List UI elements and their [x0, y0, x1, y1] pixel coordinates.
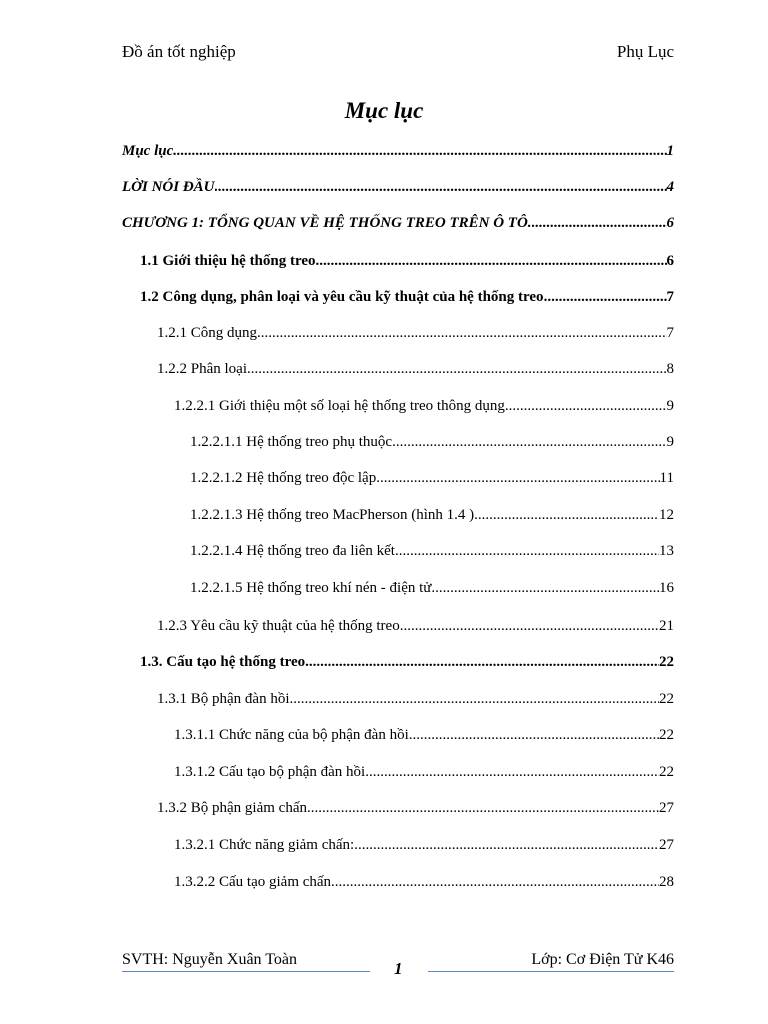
- page-title: Mục lục: [344, 98, 424, 123]
- toc-entry-page: 7: [666, 325, 674, 341]
- toc-leader-dots: [316, 250, 667, 272]
- toc-entry-page: 28: [659, 874, 674, 890]
- toc-entry-text: 1.3.1 Bộ phận đàn hồi.: [157, 691, 294, 707]
- toc-entry-text: 1.2.3 Yêu cầu kỹ thuật của hệ thống treo.: [157, 618, 404, 634]
- toc-entry[interactable]: [190, 467, 674, 489]
- toc-entry[interactable]: [174, 395, 674, 417]
- toc-entry-text: 1.3. Cấu tạo hệ thống treo: [140, 654, 306, 670]
- toc-entry[interactable]: [157, 797, 674, 819]
- header-right: Phụ Lục: [616, 42, 674, 61]
- toc-entry-text: 1.3.1.2 Cấu tạo bộ phận đàn hồi.: [174, 764, 369, 780]
- footer-rule-right: [428, 971, 674, 972]
- toc-entry[interactable]: [122, 212, 674, 234]
- toc-entry-text: 1.3.2.1 Chức năng giảm chấn:: [174, 837, 355, 853]
- toc-entry-page: 22: [659, 691, 674, 707]
- toc-leader-dots: [173, 140, 666, 162]
- toc-entry[interactable]: [122, 140, 674, 162]
- toc-entry-page: 22: [659, 727, 674, 743]
- toc-entry-page: 27: [659, 800, 674, 816]
- toc-entry[interactable]: [190, 431, 674, 453]
- toc-entry-text: 1.2.2.1.2 Hệ thống treo độc lập: [190, 470, 377, 486]
- toc-entry-page: 9: [666, 398, 674, 414]
- toc-leader-dots: [311, 797, 659, 819]
- toc-entry[interactable]: [140, 286, 674, 308]
- toc-entry-text: 1.1 Giới thiệu hệ thống treo: [140, 253, 316, 269]
- toc-entry[interactable]: [157, 358, 674, 380]
- toc-entry[interactable]: [140, 651, 674, 673]
- footer-page-number: 1: [394, 959, 403, 978]
- toc-entry-page: 13: [659, 543, 674, 559]
- toc-entry-page: 8: [666, 361, 674, 377]
- toc-leader-dots: [215, 176, 667, 198]
- toc-entry-text: Mục lục: [122, 143, 174, 159]
- footer-rule-left: [122, 971, 370, 972]
- header-left: Đồ án tốt nghiệp: [122, 42, 236, 61]
- toc-entry-text: 1.2.2 Phân loại: [157, 361, 247, 377]
- toc-entry-page: 4: [666, 179, 674, 195]
- toc-entry-page: 22: [659, 654, 674, 670]
- toc-leader-dots: [369, 761, 659, 783]
- toc-leader-dots: [395, 540, 659, 562]
- toc-entry-page: 22: [659, 764, 674, 780]
- toc-entry[interactable]: [190, 540, 674, 562]
- toc-leader-dots: [376, 467, 659, 489]
- toc-entry[interactable]: [157, 322, 674, 344]
- toc-entry-text: 1.2.2.1.3 Hệ thống treo MacPherson (hình 1.4 ).: [190, 507, 478, 523]
- toc-entry-text: 1.2.2.1 Giới thiệu một số loại hệ thống treo thông dụng.: [174, 398, 509, 414]
- toc-entry[interactable]: [157, 688, 674, 710]
- toc-entry-text: CHƯƠNG 1: TỔNG QUAN VỀ HỆ THỐNG TREO TRÊN Ô TÔ.: [122, 215, 532, 231]
- toc-entry-text: 1.2.1 Công dụng: [157, 325, 258, 341]
- toc-entry-page: 27: [659, 837, 674, 853]
- toc-entry-text: 1.3.2.2 Cấu tạo giảm chấn.: [174, 874, 335, 890]
- toc-entry-page: 12: [659, 507, 674, 523]
- toc-entry[interactable]: [174, 761, 674, 783]
- footer-class: Lớp: Cơ Điện Tử K46: [531, 951, 674, 968]
- toc-entry[interactable]: [140, 250, 674, 272]
- toc-entry-text: LỜI NÓI ĐẦU: [122, 179, 215, 195]
- toc-entry-page: 11: [659, 470, 674, 486]
- toc-entry-page: 7: [666, 289, 674, 305]
- toc-leader-dots: [403, 615, 659, 637]
- toc-leader-dots: [293, 688, 659, 710]
- toc-entry[interactable]: [174, 871, 674, 893]
- toc-entry-text: 1.2.2.1.4 Hệ thống treo đa liên kết: [190, 543, 395, 559]
- toc-entry-text: 1.3.1.1 Chức năng của bộ phận đàn hồi.: [174, 727, 413, 743]
- toc-leader-dots: [305, 651, 659, 673]
- toc-leader-dots: [392, 431, 666, 453]
- toc-entry[interactable]: [157, 615, 674, 637]
- toc-entry-page: 9: [666, 434, 674, 450]
- toc-leader-dots: [413, 724, 660, 746]
- toc-leader-dots: [247, 358, 667, 380]
- toc-leader-dots: [354, 834, 659, 856]
- toc-leader-dots: [257, 322, 666, 344]
- toc-entry-page: 1: [666, 143, 674, 159]
- toc-entry-page: 16: [659, 580, 674, 596]
- toc-leader-dots: [544, 286, 667, 308]
- toc-entry-text: 1.2.2.1.5 Hệ thống treo khí nén - điện tử: [190, 580, 432, 596]
- toc-entry[interactable]: [174, 834, 674, 856]
- toc-leader-dots: [532, 212, 667, 234]
- toc-entry-text: 1.2.2.1.1 Hệ thống treo phụ thuộc: [190, 434, 393, 450]
- toc-entry-page: 6: [666, 215, 674, 231]
- toc-entry-page: 6: [666, 253, 674, 269]
- toc-entry[interactable]: [174, 724, 674, 746]
- footer-student: SVTH: Nguyễn Xuân Toàn: [122, 951, 298, 968]
- toc-leader-dots: [478, 504, 659, 526]
- toc-leader-dots: [509, 395, 667, 417]
- toc-leader-dots: [431, 577, 659, 599]
- toc-leader-dots: [335, 871, 659, 893]
- toc-entry[interactable]: [122, 176, 674, 198]
- toc-entry-text: 1.2 Công dụng, phân loại và yêu cầu kỹ thuật của hệ thống treo: [140, 289, 544, 305]
- toc-entry-text: 1.3.2 Bộ phận giảm chấn.: [157, 800, 311, 816]
- toc-entry[interactable]: [190, 577, 674, 599]
- toc-entry[interactable]: [190, 504, 674, 526]
- toc-entry-page: 21: [659, 618, 674, 634]
